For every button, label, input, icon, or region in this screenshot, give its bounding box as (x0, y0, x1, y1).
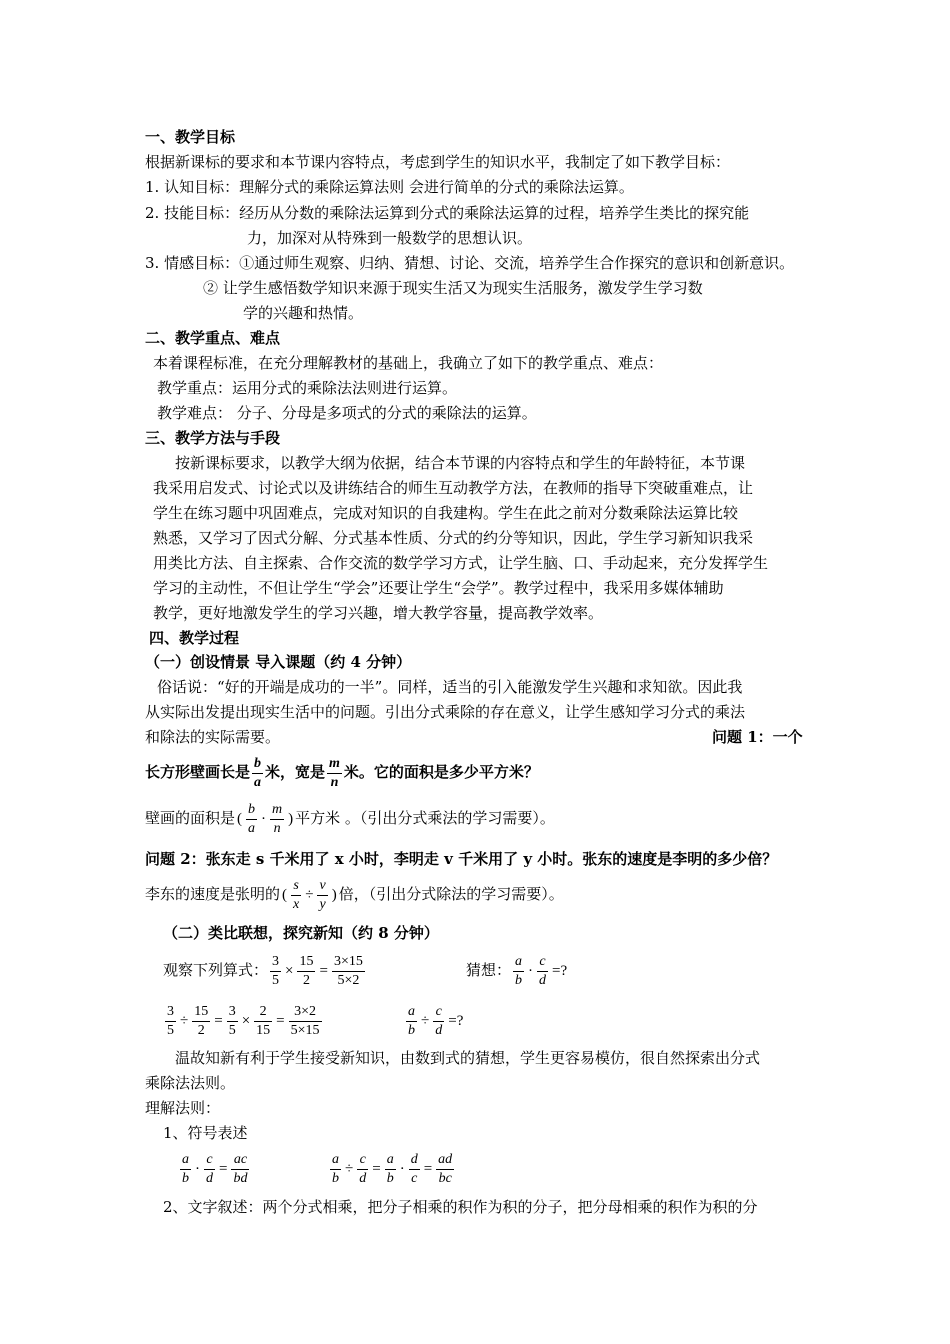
method-line: 用类比方法、自主探索、合作交流的数学学习方式，让学生脑、口、手动起来，充分发挥学生 (153, 554, 769, 572)
key-point: 教学重点：运用分式的乘除法法则进行运算。 (157, 379, 458, 397)
intro-line: 从实际出发提出现实生活中的问题。引出分式乘除的存在意义，让学生感知学习分式的乘法 (145, 703, 746, 721)
method-line: 教学，更好地激发学生的学习兴趣，增大教学容量，提高教学效率。 (153, 604, 604, 622)
intro-line: 俗话说：“好的开端是成功的一半”。同样，适当的引入能激发学生兴趣和求知欲。因此我 (157, 678, 743, 696)
question1-part-b: 米，宽是 (265, 763, 326, 781)
text-rule: 2、文字叙述：两个分式相乘，把分子相乘的积作为积的分子，把分母相乘的积作为积的分 (163, 1198, 758, 1216)
section2-intro: 本着课程标准，在充分理解教材的基础上，我确立了如下的教学重点、难点： (153, 354, 664, 372)
section1-heading: 一、教学目标 (145, 128, 236, 146)
guess-divide: $\frac{a}{b}$ ÷ $\frac{c}{d}$ =? (408, 1003, 464, 1038)
goal-3-line1: 3. 情感目标：①通过师生观察、归纳、猜想、讨论、交流，培养学生合作探究的意识和创新意识。 (145, 254, 795, 272)
subsection2-heading: （二）类比联想，探究新知（约 8 分钟） (163, 924, 439, 942)
goal-2-line1: 2. 技能目标：经历从分数的乘除法运算到分式的乘除法运算的过程，培养学生类比的探究能 (145, 204, 750, 222)
question2-text: 问题 2：张东走 s 千米用了 x 小时，李明走 v 千米用了 y 小时。张东的速度是李明的多少倍？ (145, 850, 778, 868)
fraction-b-over-a: $\frac{b}{a}$ (254, 755, 262, 790)
goal-3-line2: ② 让学生感悟数学知识来源于现实生活又为现实生活服务，激发学生学习数 (203, 279, 703, 297)
rule-divide: $\frac{a}{b}$ ÷ $\frac{c}{d}$ = $\frac{a}{b}$ · $\frac{d}{c}$ = $\frac{ad}{bc}$ (332, 1151, 453, 1186)
intro-line: 和除法的实际需要。 (145, 728, 281, 746)
rule-multiply: $\frac{a}{b}$ · $\frac{c}{d}$ = $\frac{ac}{bd}$ (182, 1151, 248, 1186)
warm-line: 温故知新有利于学生接受新知识，由数到式的猜想，学生更容易模仿，很自然探索出分式 (175, 1049, 761, 1067)
difficult-point: 教学难点： 分子、分母是多项式的分式的乘除法的运算。 (157, 404, 537, 422)
section1-intro: 根据新课标的要求和本节课内容特点，考虑到学生的知识水平，我制定了如下教学目标： (145, 153, 731, 171)
goal-1: 1. 认知目标：理解分式的乘除运算法则 会进行简单的分式的乘除法运算。 (145, 178, 634, 196)
method-line: 学习的主动性，不但让学生“学会”还要让学生“会学”。教学过程中，我采用多媒体辅助 (153, 579, 724, 597)
fraction-s-over-x: $\frac{s}{x}$ (293, 877, 300, 912)
method-line: 熟悉，又学习了因式分解、分式基本性质、分式的约分等知识，因此，学生学习新知识我采 (153, 529, 754, 547)
question1-text (145, 754, 539, 792)
observe-equation-1: 观察下列算式： $\frac{3}{5}$ × $\frac{15}{2}$ = $\frac{3\times 15}{5\times 2}$ (163, 953, 363, 988)
method-line: 学生在练习题中巩固难点，完成对知识的自我建构。学生在此之前对分数乘除法运算比较 (153, 504, 739, 522)
section2-heading: 二、教学重点、难点 (145, 329, 281, 347)
symbol-expression: 1、符号表述 (163, 1124, 248, 1142)
goal-3-line3: 学的兴趣和热情。 (243, 304, 364, 322)
area-formula-line: 壁画的面积是 ( $\frac{b}{a}$ · $\frac{m}{n}$ ) 平方米 。（引出分式乘法的学习需要）。 (145, 801, 555, 836)
guess-multiply: 猜想： $\frac{a}{b}$ · $\frac{c}{d}$ =? (466, 953, 568, 988)
subsection1-heading: （一）创设情景 导入课题（约 4 分钟） (145, 653, 412, 671)
fraction-m-over-n: $\frac{m}{n}$ (329, 755, 340, 790)
understand-rule: 理解法则： (145, 1099, 221, 1117)
method-line: 我采用启发式、讨论式以及讲练结合的师生互动教学方法，在教师的指导下突破重难点，让 (153, 479, 754, 497)
section4-heading: 四、教学过程 (149, 629, 240, 647)
observe-equation-2: $\frac{3}{5}$ ÷ $\frac{15}{2}$ = $\frac{3}{5}$ × $\frac{2}{15}$ = $\frac{3\times 2}{5\times 15}$ (167, 1003, 320, 1038)
warm-line: 乘除法法则。 (145, 1074, 236, 1092)
question1-part-c: 米。它的面积是多少平方米？ (343, 763, 539, 781)
speed-formula-line: 李东的速度是张明的 ( $\frac{s}{x}$ ÷ $\frac{v}{y}$ ) 倍，（引出分式除法的学习需要）。 (145, 877, 564, 912)
goal-2-line2: 力，加深对从特殊到一般数学的思想认识。 (247, 229, 533, 247)
section3-heading: 三、教学方法与手段 (145, 429, 281, 447)
question1-part-a: 长方形壁画长是 (145, 763, 251, 781)
fraction-b-over-a: $\frac{b}{a}$ (248, 801, 256, 836)
question1-label: 问题 1：一个 (712, 728, 803, 746)
method-line: 按新课标要求，以教学大纲为依据，结合本节课的内容特点和学生的年龄特征，本节课 (175, 454, 746, 472)
fraction-m-over-n: $\frac{m}{n}$ (272, 801, 283, 836)
fraction-v-over-y: $\frac{v}{y}$ (319, 877, 326, 912)
